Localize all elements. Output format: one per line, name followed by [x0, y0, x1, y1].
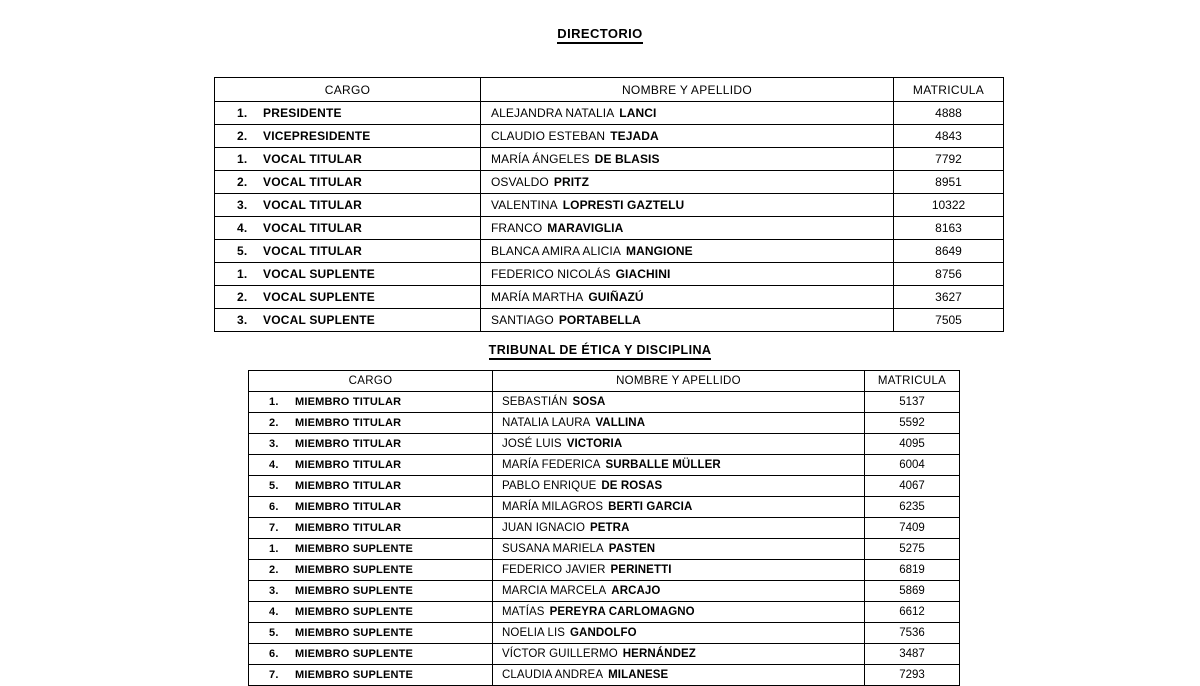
cargo-content	[215, 175, 480, 189]
cargo-label: MIEMBRO SUPLENTE	[295, 669, 414, 681]
cargo-label: VOCAL TITULAR	[263, 152, 363, 166]
cell-cargo	[215, 240, 481, 263]
table-tribunal-header	[249, 371, 960, 392]
cell-matricula: 5592	[865, 413, 960, 434]
table-directorio-header	[215, 78, 1004, 102]
given-names: VÍCTOR GUILLERMO	[502, 648, 618, 660]
surname: MARAVIGLIA	[547, 221, 624, 235]
cargo-index: 1.	[237, 152, 248, 166]
cell-cargo	[215, 309, 481, 332]
cargo-content	[249, 606, 492, 618]
table-row	[249, 623, 960, 644]
cargo-content	[249, 522, 492, 534]
given-names: FEDERICO JAVIER	[502, 564, 606, 576]
cell-matricula: 3627	[894, 286, 1004, 309]
cell-cargo	[249, 665, 493, 686]
cargo-content	[215, 290, 480, 304]
cargo-label: MIEMBRO TITULAR	[295, 501, 402, 513]
cell-nombre	[481, 240, 894, 263]
table-row	[215, 240, 1004, 263]
cargo-content	[215, 129, 480, 143]
table-row	[249, 665, 960, 686]
cell-nombre	[493, 602, 865, 623]
table-header-row	[249, 371, 960, 392]
surname: PERINETTI	[610, 564, 672, 576]
cell-cargo	[215, 263, 481, 286]
cargo-content	[249, 648, 492, 660]
cell-cargo	[249, 413, 493, 434]
given-names: SANTIAGO	[491, 313, 554, 327]
cargo-label: VOCAL SUPLENTE	[263, 313, 375, 327]
table-row	[249, 518, 960, 539]
cargo-content	[215, 221, 480, 235]
column-header-nombre: NOMBRE Y APELLIDO	[481, 78, 894, 102]
section-title-directorio-text: DIRECTORIO	[557, 26, 642, 44]
cell-matricula: 8951	[894, 171, 1004, 194]
cell-nombre	[493, 413, 865, 434]
given-names: SEBASTIÁN	[502, 396, 568, 408]
cargo-content	[249, 480, 492, 492]
cell-matricula: 5869	[865, 581, 960, 602]
cargo-label: MIEMBRO TITULAR	[295, 459, 402, 471]
cell-matricula: 5275	[865, 539, 960, 560]
cargo-label: VOCAL TITULAR	[263, 198, 363, 212]
cargo-content	[215, 152, 480, 166]
cell-nombre	[493, 539, 865, 560]
cell-matricula: 7792	[894, 148, 1004, 171]
column-header-matricula: MATRICULA	[865, 371, 960, 392]
cell-nombre	[481, 171, 894, 194]
cargo-content	[249, 627, 492, 639]
given-names: ALEJANDRA NATALIA	[491, 106, 615, 120]
table-row	[249, 434, 960, 455]
cargo-index: 3.	[237, 313, 248, 327]
cargo-label: MIEMBRO TITULAR	[295, 417, 402, 429]
cell-cargo	[249, 539, 493, 560]
given-names: MARÍA ÁNGELES	[491, 152, 590, 166]
given-names: MARCIA MARCELA	[502, 585, 607, 597]
cell-matricula: 4888	[894, 102, 1004, 125]
cell-nombre	[481, 102, 894, 125]
section-title-tribunal	[0, 343, 1200, 360]
cargo-content	[215, 244, 480, 258]
cell-matricula: 7505	[894, 309, 1004, 332]
cargo-index: 1.	[237, 267, 248, 281]
cargo-index: 4.	[237, 221, 248, 235]
column-header-matricula: MATRICULA	[894, 78, 1004, 102]
given-names: JOSÉ LUIS	[502, 438, 562, 450]
cargo-content	[249, 459, 492, 471]
cell-cargo	[215, 171, 481, 194]
surname: GANDOLFO	[570, 627, 637, 639]
surname: HERNÁNDEZ	[622, 648, 696, 660]
table-row	[249, 539, 960, 560]
table-row	[249, 455, 960, 476]
cell-nombre	[493, 434, 865, 455]
table-header-row	[215, 78, 1004, 102]
cargo-label: MIEMBRO SUPLENTE	[295, 564, 414, 576]
cell-cargo	[215, 286, 481, 309]
table-row	[215, 171, 1004, 194]
cell-matricula: 6612	[865, 602, 960, 623]
cell-nombre	[493, 644, 865, 665]
cell-cargo	[215, 125, 481, 148]
cell-nombre	[481, 217, 894, 240]
surname: PRITZ	[553, 175, 590, 189]
cell-cargo	[249, 497, 493, 518]
cell-matricula: 6819	[865, 560, 960, 581]
cell-nombre	[493, 497, 865, 518]
given-names: NOELIA LIS	[502, 627, 566, 639]
table-row	[249, 602, 960, 623]
surname: TEJADA	[610, 129, 659, 143]
cell-cargo	[249, 455, 493, 476]
cell-nombre	[493, 476, 865, 497]
surname: DE ROSAS	[601, 480, 663, 492]
cell-cargo	[249, 602, 493, 623]
cell-nombre	[481, 309, 894, 332]
cargo-index: 7.	[269, 522, 279, 534]
cell-nombre	[493, 623, 865, 644]
cargo-label: MIEMBRO TITULAR	[295, 522, 402, 534]
cargo-content	[249, 669, 492, 681]
cargo-index: 6.	[269, 648, 279, 660]
surname: PETRA	[590, 522, 630, 534]
cell-matricula: 10322	[894, 194, 1004, 217]
section-title-directorio	[0, 26, 1200, 44]
cargo-label: VOCAL TITULAR	[263, 175, 363, 189]
table-row	[215, 194, 1004, 217]
cell-nombre	[493, 392, 865, 413]
given-names: BLANCA AMIRA ALICIA	[491, 244, 621, 258]
cargo-content	[215, 267, 480, 281]
cargo-label: MIEMBRO SUPLENTE	[295, 606, 414, 618]
cell-cargo	[215, 217, 481, 240]
cargo-label: VOCAL TITULAR	[263, 244, 363, 258]
cargo-content	[249, 396, 492, 408]
column-header-cargo: CARGO	[215, 78, 481, 102]
column-header-nombre: NOMBRE Y APELLIDO	[493, 371, 865, 392]
given-names: NATALIA LAURA	[502, 417, 591, 429]
cargo-index: 3.	[269, 585, 279, 597]
cell-matricula: 8649	[894, 240, 1004, 263]
cell-cargo	[249, 434, 493, 455]
cargo-label: VOCAL SUPLENTE	[263, 290, 375, 304]
cell-cargo	[249, 560, 493, 581]
cargo-label: PRESIDENTE	[263, 106, 342, 120]
cell-matricula: 6004	[865, 455, 960, 476]
cargo-index: 5.	[269, 627, 279, 639]
cell-cargo	[249, 392, 493, 413]
cell-cargo	[249, 623, 493, 644]
cargo-index: 7.	[269, 669, 279, 681]
cell-matricula: 4843	[894, 125, 1004, 148]
given-names: PABLO ENRIQUE	[502, 480, 597, 492]
cell-nombre	[493, 581, 865, 602]
cargo-label: MIEMBRO TITULAR	[295, 396, 402, 408]
cargo-index: 3.	[237, 198, 248, 212]
given-names: MARÍA FEDERICA	[502, 459, 601, 471]
cargo-label: VOCAL SUPLENTE	[263, 267, 375, 281]
cell-nombre	[493, 560, 865, 581]
table-row	[215, 125, 1004, 148]
table-row	[249, 581, 960, 602]
given-names: VALENTINA	[491, 198, 558, 212]
cell-nombre	[481, 263, 894, 286]
given-names: FEDERICO NICOLÁS	[491, 267, 611, 281]
cargo-content	[249, 564, 492, 576]
surname: PORTABELLA	[558, 313, 641, 327]
table-row	[249, 497, 960, 518]
table-directorio	[214, 77, 1004, 332]
cargo-index: 5.	[269, 480, 279, 492]
table-row	[249, 560, 960, 581]
surname: BERTI GARCIA	[608, 501, 693, 513]
cargo-content	[215, 198, 480, 212]
cell-nombre	[493, 665, 865, 686]
cell-cargo	[249, 476, 493, 497]
surname: GIACHINI	[615, 267, 671, 281]
table-row	[215, 263, 1004, 286]
surname: GUIÑAZÚ	[588, 290, 644, 304]
cargo-content	[249, 438, 492, 450]
surname: MANGIONE	[625, 244, 693, 258]
surname: VALLINA	[595, 417, 646, 429]
given-names: MARÍA MILAGROS	[502, 501, 604, 513]
table-row	[249, 644, 960, 665]
cargo-content	[249, 543, 492, 555]
cargo-index: 3.	[269, 438, 279, 450]
cell-cargo	[215, 102, 481, 125]
cell-matricula: 5137	[865, 392, 960, 413]
cell-matricula: 7293	[865, 665, 960, 686]
cell-nombre	[493, 455, 865, 476]
table-row	[215, 309, 1004, 332]
cargo-label: VICEPRESIDENTE	[263, 129, 371, 143]
column-header-cargo: CARGO	[249, 371, 493, 392]
cargo-index: 2.	[269, 417, 279, 429]
cargo-label: VOCAL TITULAR	[263, 221, 363, 235]
table-tribunal	[248, 370, 960, 686]
surname: VICTORIA	[566, 438, 623, 450]
given-names: OSVALDO	[491, 175, 549, 189]
cargo-label: MIEMBRO TITULAR	[295, 438, 402, 450]
surname: LOPRESTI GAZTELU	[562, 198, 685, 212]
cell-matricula: 6235	[865, 497, 960, 518]
cargo-content	[215, 106, 480, 120]
table-row	[215, 217, 1004, 240]
cargo-index: 4.	[269, 459, 279, 471]
cargo-index: 1.	[269, 543, 279, 555]
surname: SURBALLE MÜLLER	[605, 459, 721, 471]
cell-matricula: 3487	[865, 644, 960, 665]
cargo-label: MIEMBRO SUPLENTE	[295, 627, 414, 639]
cell-nombre	[481, 125, 894, 148]
table-directorio-body	[215, 102, 1004, 332]
cargo-label: MIEMBRO SUPLENTE	[295, 543, 414, 555]
table-row	[215, 102, 1004, 125]
cell-matricula: 4095	[865, 434, 960, 455]
given-names: CLAUDIA ANDREA	[502, 669, 604, 681]
surname: PEREYRA CARLOMAGNO	[549, 606, 695, 618]
table-row	[215, 286, 1004, 309]
section-title-tribunal-text: TRIBUNAL DE ÉTICA Y DISCIPLINA	[489, 343, 712, 360]
cargo-index: 2.	[237, 290, 248, 304]
surname: ARCAJO	[611, 585, 661, 597]
cargo-index: 2.	[237, 175, 248, 189]
given-names: JUAN IGNACIO	[502, 522, 585, 534]
cargo-content	[249, 417, 492, 429]
cargo-index: 2.	[269, 564, 279, 576]
surname: MILANESE	[608, 669, 669, 681]
cell-nombre	[481, 148, 894, 171]
cell-cargo	[215, 148, 481, 171]
cell-cargo	[249, 581, 493, 602]
given-names: MARÍA MARTHA	[491, 290, 584, 304]
table-tribunal-body	[249, 392, 960, 686]
given-names: SUSANA MARIELA	[502, 543, 604, 555]
cell-matricula: 8163	[894, 217, 1004, 240]
cell-cargo	[215, 194, 481, 217]
surname: PASTEN	[608, 543, 656, 555]
cell-nombre	[493, 518, 865, 539]
cargo-label: MIEMBRO SUPLENTE	[295, 585, 414, 597]
cell-cargo	[249, 644, 493, 665]
table-row	[249, 476, 960, 497]
cargo-index: 1.	[269, 396, 279, 408]
cargo-index: 5.	[237, 244, 248, 258]
cargo-index: 6.	[269, 501, 279, 513]
cell-nombre	[481, 286, 894, 309]
surname: SOSA	[572, 396, 606, 408]
given-names: FRANCO	[491, 221, 543, 235]
cargo-label: MIEMBRO SUPLENTE	[295, 648, 414, 660]
given-names: CLAUDIO ESTEBAN	[491, 129, 606, 143]
table-row	[249, 413, 960, 434]
cargo-index: 1.	[237, 106, 248, 120]
cell-nombre	[481, 194, 894, 217]
cargo-content	[249, 585, 492, 597]
cell-matricula: 4067	[865, 476, 960, 497]
cell-matricula: 7409	[865, 518, 960, 539]
cargo-index: 4.	[269, 606, 279, 618]
surname: DE BLASIS	[594, 152, 660, 166]
cell-matricula: 7536	[865, 623, 960, 644]
cargo-content	[249, 501, 492, 513]
surname: LANCI	[619, 106, 657, 120]
cargo-label: MIEMBRO TITULAR	[295, 480, 402, 492]
cargo-content	[215, 313, 480, 327]
cell-matricula: 8756	[894, 263, 1004, 286]
cell-cargo	[249, 518, 493, 539]
table-row	[249, 392, 960, 413]
given-names: MATÍAS	[502, 606, 545, 618]
table-row	[215, 148, 1004, 171]
cargo-index: 2.	[237, 129, 248, 143]
